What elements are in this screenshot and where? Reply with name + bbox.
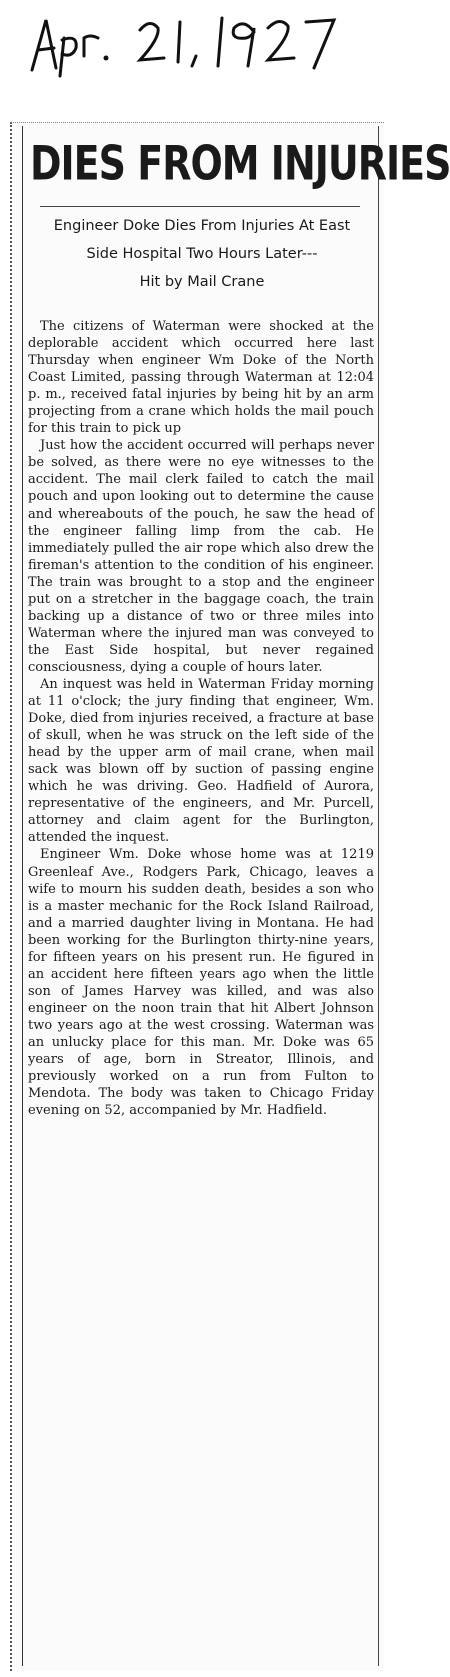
article-paragraph: Just how the accident occurred will perhaps never be solved, as there were no eye witnesses to the accident. The mail clerk failed to catch the mail pouch and upon looking out to determine the cause and whereabouts of the pouch, he saw the head of the engineer falling limp from the cab. He immediately pulled the air rope which also drew the fireman's attention to the condition of his engineer. The train was brought to a stop and the engineer put on a stretcher in the baggage coach, the train backing up a distance of two or three miles into Waterman where the injured man was conveyed to the East Side hospital, but never regained consciousness, dying a couple of hours later. xyxy=(28,438,374,675)
handwritten-date-ink xyxy=(22,8,362,78)
article-headline: DIES FROM INJURIES xyxy=(30,135,450,191)
deck-line: Hit by Mail Crane xyxy=(139,274,265,290)
headline-divider xyxy=(40,206,360,207)
article-deck xyxy=(32,210,372,294)
article-paragraph: Engineer Wm. Doke whose home was at 1219 Greenleaf Ave., Rodgers Park, Chicago, leaves a wife to mourn his sudden death, besides a son who is a master mechanic for the Rock Island Railroad, and a married daughter living in Montana. He had been working for the Burlington thirty-nine years, for fifteen years on his present run. He figured in an accident here fifteen years ago when the little son of James Harvey was killed, and was also engineer on the noon train that hit Albert Johnson two years ago at the west crossing. Waterman was an unlucky place for this man. Mr. Doke was 65 years of age, born in Streator, Illinois, and previously worked on a run from Fulton to Mendota. The body was taken to Chicago Friday evening on 52, accompanied by Mr. Hadfield. xyxy=(28,847,374,1119)
handwritten-date xyxy=(22,8,362,78)
article-paragraph: An inquest was held in Waterman Friday morning at 11 o'clock; the jury finding that engineer, Wm. Doke, died from injuries received, a fracture at base of skull, when he was struck on the left side of the head by the upper arm of mail crane, when mail sack was blown off by suction of passing engine which he was driving. Geo. Hadfield of Aurora, representative of the engineers, and Mr. Purcell, attorney and claim agent for the Burlington, attended the inquest. xyxy=(28,676,374,846)
column-rule-left xyxy=(22,126,23,1666)
deck-line: Engineer Doke Dies From Injuries At East xyxy=(53,218,351,234)
deck-line: Side Hospital Two Hours Later--- xyxy=(86,246,318,262)
column-rule-right xyxy=(378,126,379,1666)
article-paragraph: The citizens of Waterman were shocked at the deplorable accident which occurred here last Thursday when engineer Wm Doke of the North Coast Limited, passing through Waterman at 12:04 p. m., received fatal injuries by being hit by an arm projecting from a crane which holds the mail pouch for this train to pick up xyxy=(28,319,374,437)
article-body xyxy=(28,318,374,1119)
